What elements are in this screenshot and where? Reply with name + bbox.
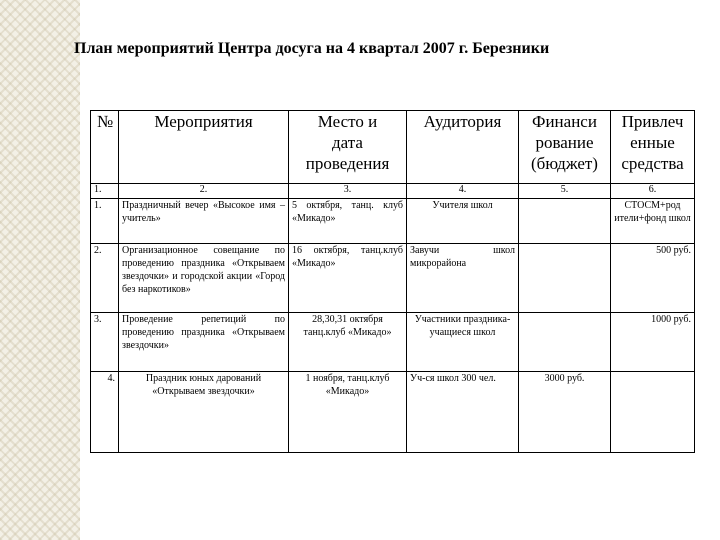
table-row (91, 372, 695, 453)
column-number: 6. (611, 184, 695, 199)
row-audience: Уч-ся школ 300 чел. (407, 372, 519, 453)
row-attracted: 1000 руб. (611, 313, 695, 372)
row-place-date: 1 ноября, танц.клуб «Микадо» (289, 372, 407, 453)
row-place-date: 28,30,31 октября танц.клуб «Микадо» (289, 313, 407, 372)
row-event: Организационное совещание по проведению праздника «Открываем звездочки» и городской акции «Город без наркотиков» (119, 244, 289, 313)
page-title: План мероприятий Центра досуга на 4 квартал 2007 г. Березники (74, 40, 550, 57)
column-number: 1. (91, 184, 119, 199)
row-event: Праздник юных дарований «Открываем звездочки» (119, 372, 289, 453)
table-row (91, 313, 695, 372)
row-audience: Учителя школ (407, 199, 519, 244)
row-event: Праздничный вечер «Высокое имя – учитель» (119, 199, 289, 244)
decorative-side-band (0, 0, 80, 540)
row-finance: 3000 руб. (519, 372, 611, 453)
events-plan-table (90, 110, 695, 453)
row-event: Проведение репетиций по проведению праздника «Открываем звездочки» (119, 313, 289, 372)
header-events: Мероприятия (119, 111, 289, 184)
table-row (91, 199, 695, 244)
column-number: 4. (407, 184, 519, 199)
row-audience: Участники праздника- учащиеся школ (407, 313, 519, 372)
row-finance (519, 199, 611, 244)
row-number: 1. (91, 199, 119, 244)
row-attracted: СТОСМ+род ители+фонд школ (611, 199, 695, 244)
table-header-row (91, 111, 695, 184)
row-place-date: 5 октября, танц. клуб «Микадо» (289, 199, 407, 244)
column-number: 3. (289, 184, 407, 199)
column-numbers-row (91, 184, 695, 199)
header-number: № (91, 111, 119, 184)
column-number: 2. (119, 184, 289, 199)
row-number: 2. (91, 244, 119, 313)
header-attracted-funds: Привлеч енные средства (611, 111, 695, 184)
row-number: 4. (91, 372, 119, 453)
row-finance (519, 313, 611, 372)
row-place-date: 16 октября, танц.клуб «Микадо» (289, 244, 407, 313)
row-audience: Завучи школ микрорайона (407, 244, 519, 313)
row-attracted: 500 руб. (611, 244, 695, 313)
header-place-date: Место и дата проведения (289, 111, 407, 184)
table-row (91, 244, 695, 313)
header-audience: Аудитория (407, 111, 519, 184)
row-attracted (611, 372, 695, 453)
row-finance (519, 244, 611, 313)
header-finance: Финанси рование (бюджет) (519, 111, 611, 184)
column-number: 5. (519, 184, 611, 199)
row-number: 3. (91, 313, 119, 372)
